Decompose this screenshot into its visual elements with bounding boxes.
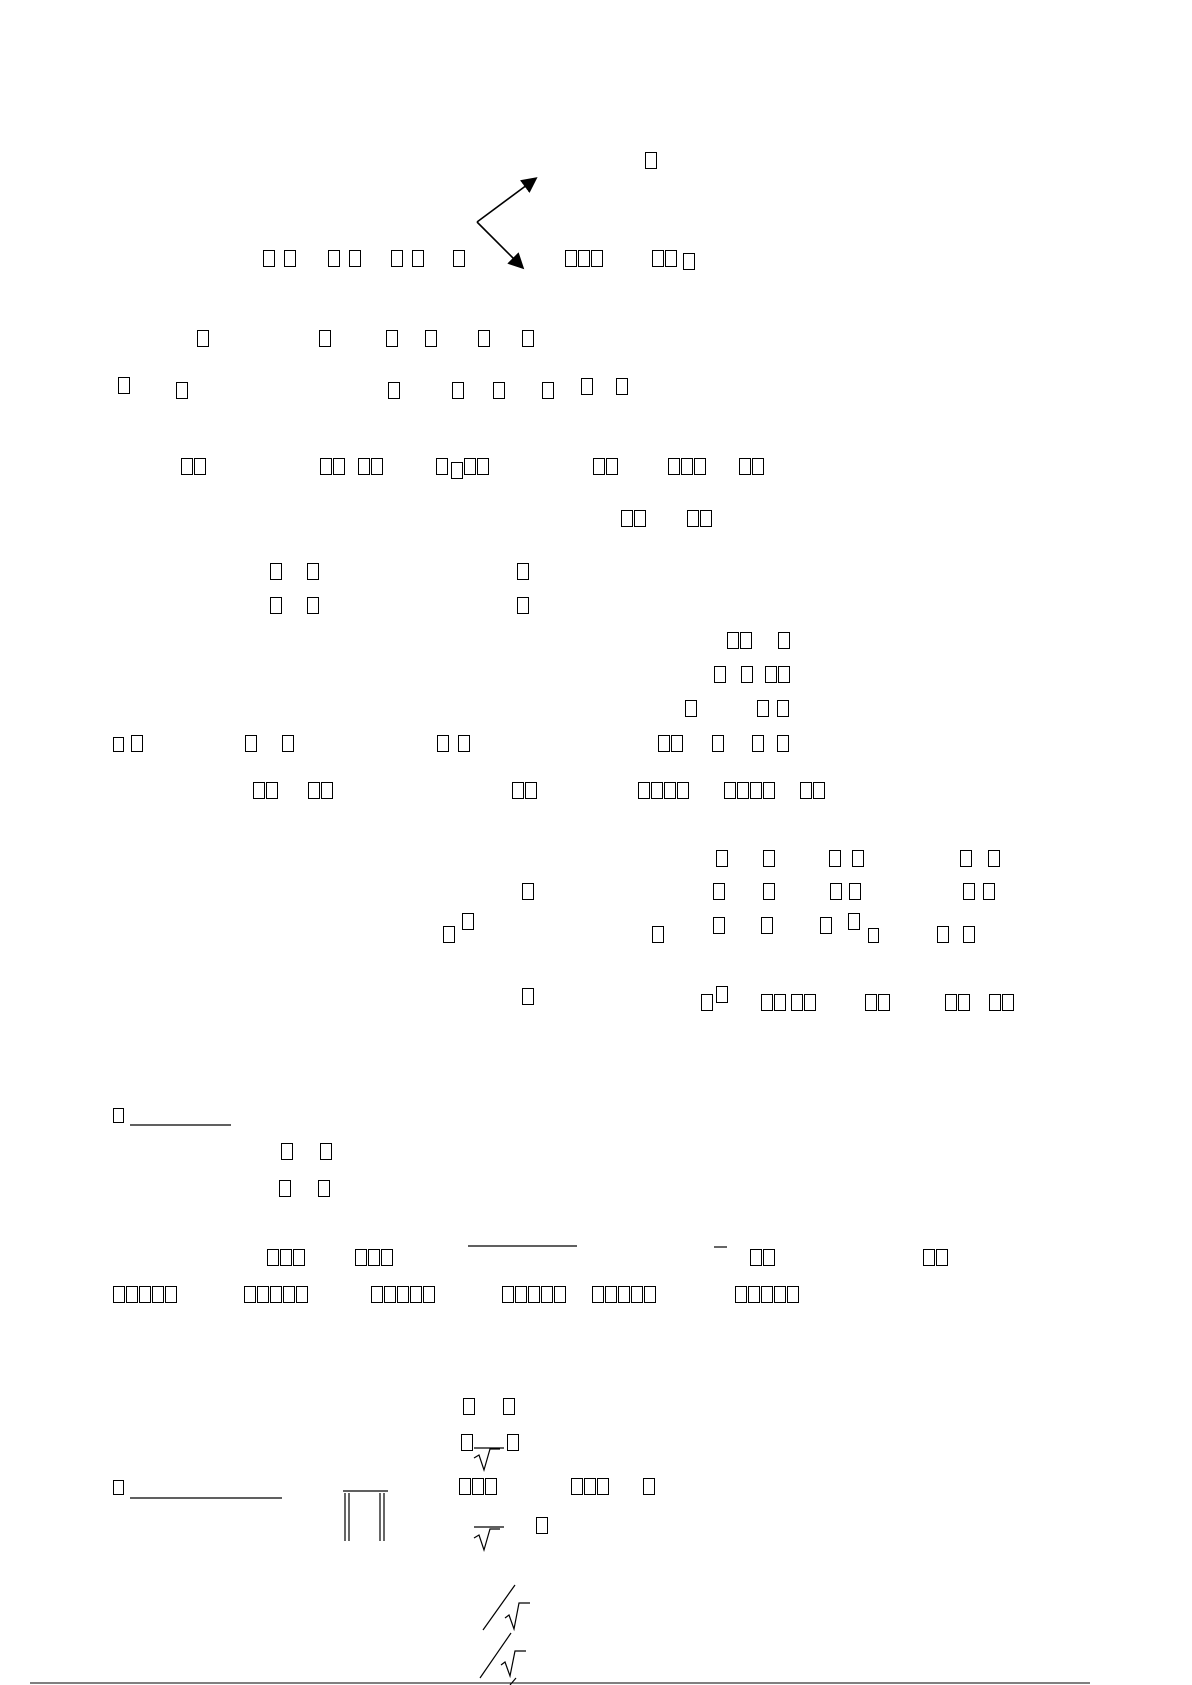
glyph: [605, 1286, 617, 1303]
arrow-down: [477, 222, 522, 267]
glyph: [713, 883, 725, 900]
glyph: [280, 1249, 292, 1266]
glyph: [645, 152, 657, 169]
glyph: [800, 782, 812, 799]
glyph: [485, 1478, 497, 1495]
glyph: [683, 253, 695, 270]
glyph: [381, 1249, 393, 1266]
glyph: [181, 458, 193, 475]
glyph: [194, 458, 206, 475]
radical-4: [501, 1651, 526, 1676]
glyph: [813, 782, 825, 799]
glyph: [983, 883, 995, 900]
glyph: [765, 666, 777, 683]
glyph: [700, 510, 712, 527]
glyph: [368, 1249, 380, 1266]
glyph: [453, 250, 465, 267]
glyph: [778, 632, 790, 649]
glyph: [677, 782, 689, 799]
glyph: [384, 1286, 396, 1303]
glyph: [266, 782, 278, 799]
glyph: [525, 782, 537, 799]
glyph: [849, 883, 861, 900]
glyph: [658, 735, 670, 752]
glyph: [735, 1286, 747, 1303]
glyph: [176, 382, 188, 399]
glyph: [763, 1249, 775, 1266]
glyph: [714, 666, 726, 683]
glyph: [462, 913, 474, 930]
glyph: [945, 994, 957, 1011]
glyph: [791, 994, 803, 1011]
glyph: [668, 458, 680, 475]
glyph: [777, 735, 789, 752]
glyph: [664, 782, 676, 799]
glyph: [371, 1286, 383, 1303]
glyph: [279, 1180, 291, 1197]
glyph: [267, 1249, 279, 1266]
glyph: [852, 850, 864, 867]
glyph: [165, 1286, 177, 1303]
glyph: [263, 250, 275, 267]
glyph: [716, 986, 728, 1003]
glyph: [493, 382, 505, 399]
glyph: [536, 1517, 548, 1534]
glyph: [477, 458, 489, 475]
glyph: [651, 782, 663, 799]
glyph: [694, 458, 706, 475]
glyph: [522, 988, 534, 1005]
glyph: [541, 1286, 553, 1303]
glyph: [451, 462, 463, 479]
glyph: [517, 597, 529, 614]
glyph: [763, 883, 775, 900]
glyph: [752, 735, 764, 752]
glyph: [829, 850, 841, 867]
glyph: [716, 850, 728, 867]
glyph: [319, 330, 331, 347]
arrow-up: [477, 179, 535, 222]
glyph: [936, 1249, 948, 1266]
slash-2: [480, 1633, 511, 1678]
glyph: [774, 994, 786, 1011]
glyph: [423, 1286, 435, 1303]
slash-1: [483, 1585, 515, 1630]
glyph: [281, 1143, 293, 1160]
glyph: [152, 1286, 164, 1303]
glyph: [371, 458, 383, 475]
radical-3: [505, 1603, 530, 1629]
glyph: [522, 883, 534, 900]
glyph: [425, 330, 437, 347]
glyph: [126, 1286, 138, 1303]
glyph: [270, 597, 282, 614]
glyph: [410, 1286, 422, 1303]
glyph: [328, 250, 340, 267]
glyph: [461, 1434, 473, 1451]
glyph: [763, 850, 775, 867]
glyph: [452, 382, 464, 399]
glyph: [388, 382, 400, 399]
glyph: [584, 1478, 596, 1495]
glyph: [507, 1434, 519, 1451]
glyph: [848, 913, 860, 930]
question-number-glyph: [113, 1108, 124, 1123]
glyph: [748, 1286, 760, 1303]
glyph: [118, 377, 130, 394]
glyph: [750, 1249, 762, 1266]
glyph: [459, 1478, 471, 1495]
glyph: [464, 458, 476, 475]
glyph: [1002, 994, 1014, 1011]
glyph: [578, 250, 590, 267]
glyph: [478, 330, 490, 347]
glyph: [512, 782, 524, 799]
glyph: [307, 597, 319, 614]
glyph: [631, 1286, 643, 1303]
glyph: [830, 883, 842, 900]
glyph: [397, 1286, 409, 1303]
glyph: [616, 378, 628, 395]
glyph: [638, 782, 650, 799]
glyph: [437, 735, 449, 752]
glyph: [652, 250, 664, 267]
glyph: [989, 994, 1001, 1011]
glyph: [355, 1249, 367, 1266]
glyph: [761, 994, 773, 1011]
glyph: [739, 458, 751, 475]
glyph: [591, 250, 603, 267]
glyph: [606, 458, 618, 475]
glyph: [282, 735, 294, 752]
glyph: [528, 1286, 540, 1303]
glyph: [245, 735, 257, 752]
radical-1: [474, 1449, 500, 1470]
glyph: [296, 1286, 308, 1303]
glyph: [244, 1286, 256, 1303]
glyph: [391, 250, 403, 267]
glyph: [960, 850, 972, 867]
glyph: [253, 782, 265, 799]
glyph: [593, 458, 605, 475]
glyph: [665, 250, 677, 267]
glyph: [284, 250, 296, 267]
slash-3: [510, 1678, 516, 1685]
glyph: [139, 1286, 151, 1303]
glyph: [778, 666, 790, 683]
glyph: [293, 1249, 305, 1266]
glyph: [652, 926, 664, 943]
glyph: [333, 458, 345, 475]
glyph: [763, 782, 775, 799]
glyph: [774, 1286, 786, 1303]
glyph: [283, 1286, 295, 1303]
glyph: [571, 1478, 583, 1495]
glyph: [963, 883, 975, 900]
glyph: [113, 737, 124, 752]
glyph: [463, 1398, 475, 1415]
glyph: [988, 850, 1000, 867]
glyph: [643, 1478, 655, 1495]
glyph: [307, 563, 319, 580]
glyph: [713, 917, 725, 934]
glyph: [757, 700, 769, 717]
glyph: [820, 917, 832, 934]
glyph: [436, 458, 448, 475]
glyph: [320, 1143, 332, 1160]
glyph: [554, 1286, 566, 1303]
glyph: [865, 994, 877, 1011]
glyph: [542, 382, 554, 399]
glyph: [503, 1398, 515, 1415]
glyph: [712, 735, 724, 752]
glyph: [724, 782, 736, 799]
glyph: [740, 632, 752, 649]
glyph: [644, 1286, 656, 1303]
glyph: [727, 632, 739, 649]
glyph: [386, 330, 398, 347]
glyph: [701, 994, 713, 1011]
glyph: [787, 1286, 799, 1303]
glyph: [923, 1249, 935, 1266]
glyph: [320, 458, 332, 475]
glyph: [581, 378, 593, 395]
glyph: [681, 458, 693, 475]
glyph: [750, 782, 762, 799]
glyph: [958, 994, 970, 1011]
glyph: [443, 926, 455, 943]
glyph: [937, 926, 949, 943]
glyph: [687, 510, 699, 527]
glyph: [502, 1286, 514, 1303]
glyph: [515, 1286, 527, 1303]
glyph: [752, 458, 764, 475]
glyph: [592, 1286, 604, 1303]
glyph: [318, 1180, 330, 1197]
glyph: [257, 1286, 269, 1303]
glyph: [197, 330, 209, 347]
glyph: [868, 928, 879, 943]
glyph: [621, 510, 633, 527]
glyph: [131, 735, 143, 752]
glyph: [358, 458, 370, 475]
glyph: [878, 994, 890, 1011]
glyph: [113, 1286, 125, 1303]
glyph: [517, 563, 529, 580]
glyph: [737, 782, 749, 799]
glyph: [761, 1286, 773, 1303]
glyph: [522, 330, 534, 347]
glyph: [270, 1286, 282, 1303]
glyph: [963, 926, 975, 943]
glyph: [741, 666, 753, 683]
glyph: [565, 250, 577, 267]
question-number-glyph: [113, 1480, 124, 1495]
glyph: [472, 1478, 484, 1495]
glyph: [618, 1286, 630, 1303]
glyph: [671, 735, 683, 752]
glyph: [321, 782, 333, 799]
glyph: [270, 563, 282, 580]
glyph: [458, 735, 470, 752]
glyph: [349, 250, 361, 267]
glyph: [634, 510, 646, 527]
glyph: [308, 782, 320, 799]
glyph: [804, 994, 816, 1011]
radical-2: [474, 1529, 500, 1550]
glyph: [761, 917, 773, 934]
glyph: [777, 700, 789, 717]
glyph: [597, 1478, 609, 1495]
glyph: [685, 700, 697, 717]
glyph: [412, 250, 424, 267]
